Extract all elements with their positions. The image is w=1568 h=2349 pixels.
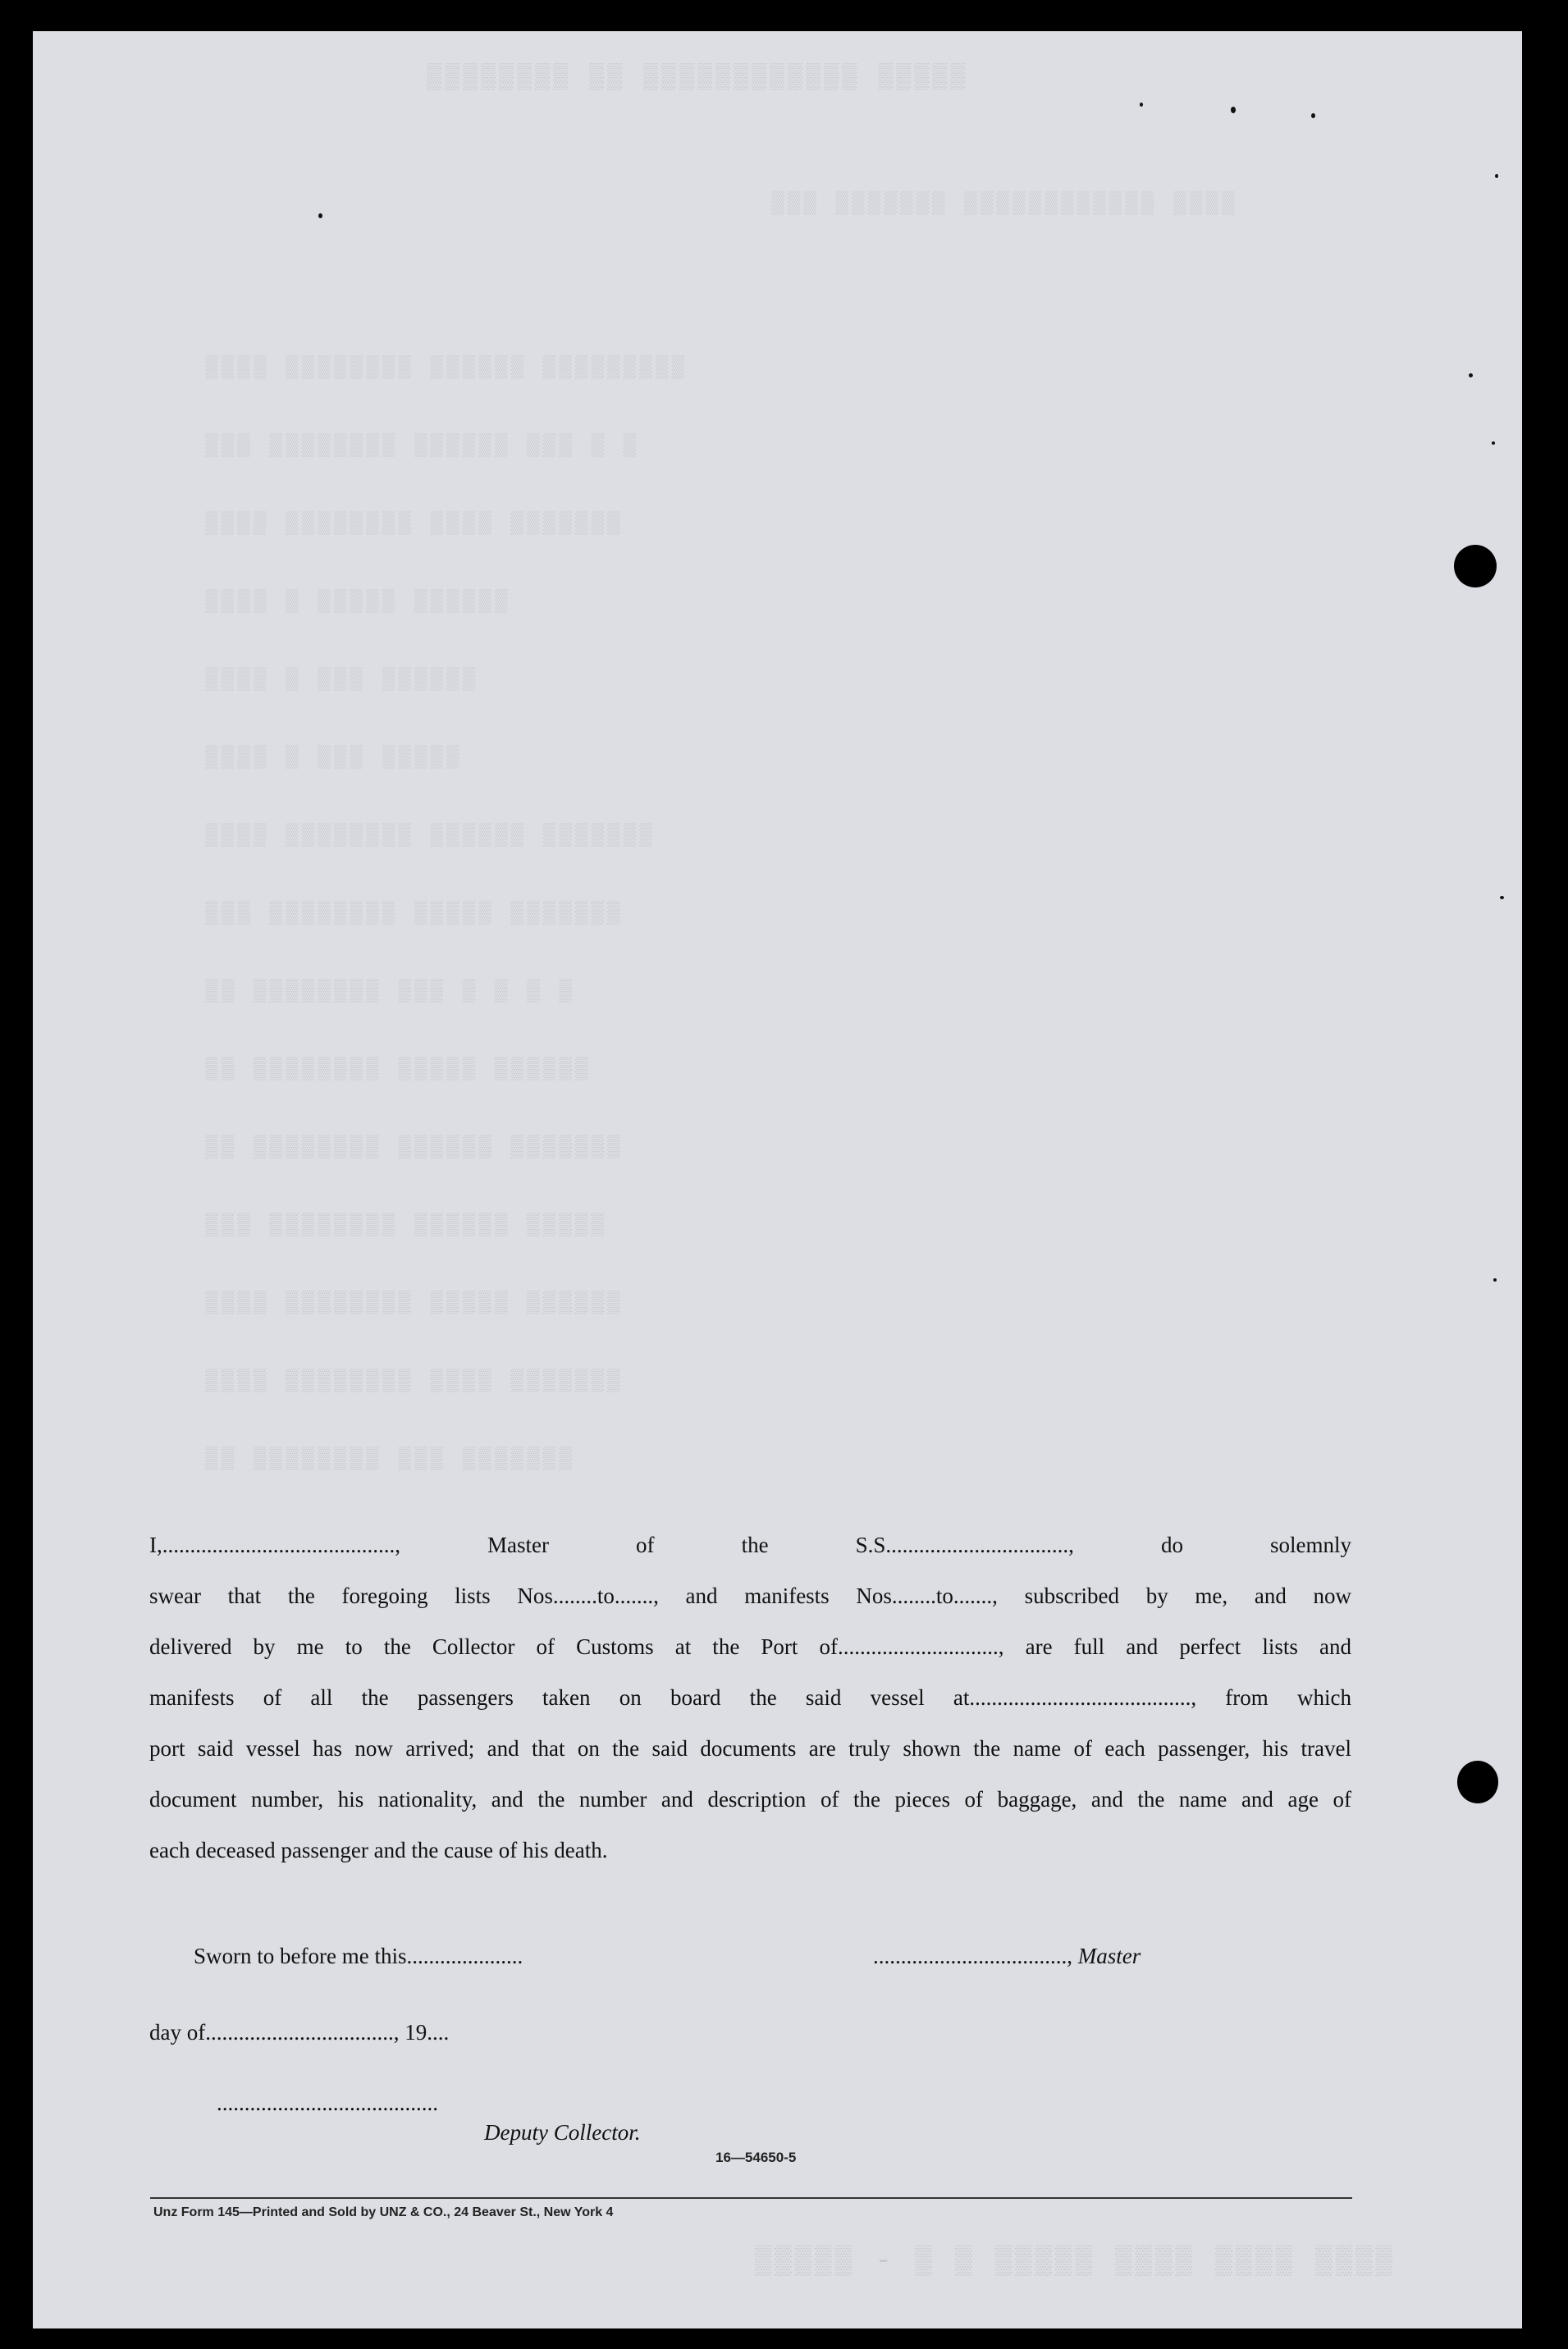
- bleed-through-text: ▒▒ ▒▒▒▒▒▒▒▒ ▒▒▒▒▒▒ ▒▒▒▒▒▒▒: [205, 1135, 624, 1159]
- day-of-line: day of.................................., 19....: [149, 2020, 450, 2045]
- oath-line: document number, his nationality, and the number and description of the pieces of baggage, and the name and age of: [149, 1787, 1351, 1812]
- footer-divider: [150, 2197, 1352, 2199]
- bleed-through-text: ▒▒▒▒ ▒ ▒▒▒▒▒ ▒▒▒▒▒▒: [205, 589, 511, 614]
- oath-line: each deceased passenger and the cause of his death.: [149, 1838, 608, 1862]
- deputy-collector-label: [484, 2120, 640, 2146]
- oath-line: port said vessel has now arrived; and that on the said documents are truly shown the name of each passenger, his travel: [149, 1736, 1351, 1761]
- speck: [1311, 113, 1315, 118]
- deputy-dots: ........................................: [217, 2091, 438, 2115]
- speck: [1500, 896, 1504, 899]
- form-number: 16—54650-5: [715, 2150, 797, 2165]
- oath-line: swear that the foregoing lists Nos........to......., and manifests Nos........to......., subscribed by me, and now: [149, 1584, 1351, 1608]
- oath-paragraph: [149, 1520, 1351, 1876]
- bleed-through-text: ▒▒ ▒▒▒▒▒▒▒▒ ▒▒▒ ▒▒▒▒▒▒▒: [205, 1446, 575, 1471]
- bleed-through-text: ▒▒▒▒ ▒▒▒▒▒▒▒▒ ▒▒▒▒▒ ▒▒▒▒▒▒: [205, 1291, 624, 1315]
- bleed-through-text: ▒▒▒▒ ▒▒▒▒▒▒▒▒ ▒▒▒▒▒▒ ▒▒▒▒▒▒▒▒▒: [205, 355, 688, 380]
- bleed-through-text: ▒▒▒▒▒▒▒▒ ▒▒ ▒▒▒▒▒▒▒▒▒▒▒▒ ▒▒▒▒▒: [427, 64, 969, 92]
- master-dots: ...................................,: [873, 1944, 1072, 1968]
- deputy-label-text: Deputy Collector.: [484, 2120, 641, 2145]
- speck: [1231, 107, 1236, 113]
- bleed-through-text: ▒▒▒▒ ▒▒▒▒▒▒▒▒ ▒▒▒▒ ▒▒▒▒▒▒▒: [205, 511, 624, 536]
- bleed-through-text: ▒▒▒▒ ▒ ▒▒▒ ▒▒▒▒▒▒: [205, 667, 479, 692]
- sworn-line: Sworn to before me this.....................: [194, 1944, 523, 1968]
- speck: [318, 213, 322, 218]
- bleed-through-text: ▒▒▒▒ ▒ ▒▒▒ ▒▒▒▒▒: [205, 745, 463, 770]
- bleed-through-text: ▒▒ ▒▒▒▒▒▒▒▒ ▒▒▒▒▒ ▒▒▒▒▒▒: [205, 1057, 592, 1081]
- bleed-through-text: ▒▒ ▒▒▒▒▒▒▒▒ ▒▒▒ ▒ ▒ ▒ ▒: [205, 979, 575, 1003]
- bleed-through-text: ▒▒▒ ▒▒▒▒▒▒▒▒ ▒▒▒▒▒▒ ▒▒▒▒▒: [205, 1213, 608, 1237]
- speck: [1495, 174, 1498, 178]
- speck: [1140, 103, 1143, 107]
- punch-hole: [1457, 1761, 1498, 1803]
- bleed-through-text: ▒▒▒ ▒▒▒▒▒▒▒▒ ▒▒▒▒▒▒ ▒▒▒ ▒ ▒: [205, 433, 640, 458]
- speck: [1492, 441, 1495, 445]
- bleed-through-text: ▒▒▒ ▒▒▒▒▒▒▒▒ ▒▒▒▒▒ ▒▒▒▒▒▒▒: [205, 901, 624, 925]
- bleed-through-text: ▒▒▒▒ ▒▒▒▒▒▒▒▒ ▒▒▒▒ ▒▒▒▒▒▒▒: [205, 1369, 624, 1393]
- punch-hole: [1454, 545, 1497, 587]
- oath-line: delivered by me to the Collector of Customs at the Port of............................., are full and perfect lists and: [149, 1634, 1351, 1659]
- bleed-through-text: ▒▒▒ ▒▒▒▒▒▒▒ ▒▒▒▒▒▒▒▒▒▒▒▒ ▒▒▒▒: [771, 191, 1238, 216]
- speck: [1493, 1278, 1497, 1282]
- printer-line: Unz Form 145—Printed and Sold by UNZ & CO., 24 Beaver St., New York 4: [153, 2205, 614, 2219]
- speck: [1469, 373, 1473, 377]
- document-page: [33, 31, 1522, 2328]
- master-signature-line: [873, 1944, 1141, 1969]
- oath-line: I,.........................................., Master of the S.S................................., do solemnly: [149, 1533, 1351, 1557]
- bleed-through-text: ▒▒▒▒▒ - ▒ ▒ ▒▒▒▒▒ ▒▒▒▒ ▒▒▒▒ ▒▒▒▒: [755, 2246, 1396, 2278]
- bleed-through-text: ▒▒▒▒ ▒▒▒▒▒▒▒▒ ▒▒▒▒▒▒ ▒▒▒▒▒▒▒: [205, 823, 656, 848]
- oath-line: manifests of all the passengers taken on board the said vessel at........................................, from which: [149, 1685, 1351, 1710]
- master-label: Master: [1077, 1944, 1141, 1968]
